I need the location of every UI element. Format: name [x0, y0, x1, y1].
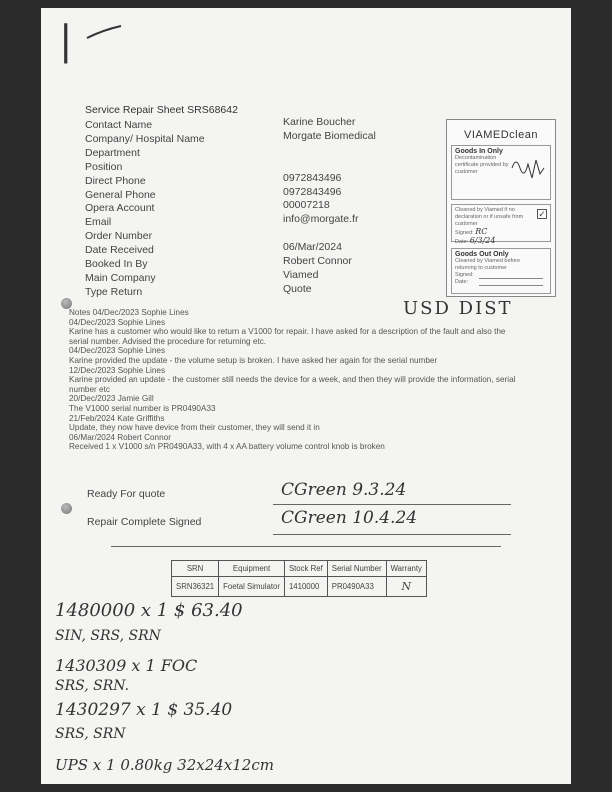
repair-table: [171, 560, 427, 597]
punch-hole: [61, 503, 72, 514]
field-value: Morgate Biomedical: [283, 129, 376, 142]
note-line: 21/Feb/2024 Kate Griffiths: [69, 413, 165, 423]
field-label: Main Company: [85, 271, 156, 284]
goods-out-title: Goods Out Only: [455, 251, 509, 258]
handwritten-usd-dist: USD DIST: [403, 298, 513, 319]
handwritten-line: SRS, SRN.: [55, 678, 130, 694]
table-row: [172, 577, 427, 597]
field-label: Order Number: [85, 230, 153, 243]
note-line: 04/Dec/2023 Sophie Lines: [69, 317, 166, 327]
repair-complete-label: Repair Complete Signed: [87, 516, 202, 528]
table-header: Stock Ref: [284, 561, 327, 577]
handwritten-scribble: [510, 154, 546, 182]
note-line: Notes 04/Dec/2023 Sophie Lines: [69, 308, 189, 317]
handwritten-line: 1480000 x 1 $ 63.40: [55, 600, 243, 621]
note-line: Karine provided the update - the volume setup is broken. I have asked her again for the serial number: [69, 355, 438, 365]
notes-log: [69, 308, 569, 452]
signed-initials: RC: [475, 227, 488, 236]
field-value: Karine Boucher: [283, 116, 356, 128]
stamp-brand: VIAMEDclean: [464, 129, 538, 141]
field-value: Viamed: [283, 268, 319, 281]
goods-out-text: Cleaned by Viamed before returning to customer: [455, 258, 521, 271]
table-cell: Foetal Simulator: [219, 577, 285, 597]
cleaned-box: [451, 204, 551, 245]
field-value: [283, 144, 376, 158]
note-line: Update, they now have device from their customer, they will send it in: [69, 423, 320, 433]
stamp-date: 6/3/24: [469, 236, 496, 245]
goods-in-text: Decontamination certificate provided by customer: [455, 155, 509, 175]
section-divider: [111, 546, 501, 547]
field-label: Date Received: [85, 244, 154, 257]
note-line: Karine has a customer who would like to return a V1000 for repair. I have asked for a description of the fault and also the: [69, 327, 506, 337]
signed-label: Signed:: [455, 230, 474, 236]
ready-signature: CGreen 9.3.24: [281, 480, 407, 500]
goods-out-signed-label: Signed:: [455, 272, 474, 278]
handwritten-line: UPS x 1 0.80kg 32x24x12cm: [55, 756, 274, 774]
cleaned-text: Cleaned by Viamed if no declaration or if unsafe from customer: [455, 207, 524, 227]
handwritten-line: 1430297 x 1 $ 35.40: [55, 700, 233, 720]
date-line: [479, 279, 543, 286]
signature-line: [273, 504, 511, 505]
field-label: Booked In By: [85, 258, 148, 271]
table-cell: N: [386, 577, 426, 597]
signature-line: [273, 534, 511, 535]
field-value: 0972843496: [283, 185, 342, 198]
field-label: Company/ Hospital Name: [85, 132, 205, 145]
field-label: Contact Name: [85, 119, 153, 131]
field-value: [283, 227, 376, 241]
note-line: 20/Dec/2023 Jamie Gill: [69, 394, 154, 404]
handwritten-line: SRS, SRN: [55, 726, 126, 742]
decontamination-stamp: [446, 119, 556, 297]
table-header-row: [172, 561, 427, 577]
goods-in-box: [451, 145, 551, 200]
field-labels: [85, 119, 205, 300]
goods-out-box: [451, 248, 551, 294]
table-header: Serial Number: [327, 561, 386, 577]
field-value: info@morgate.fr: [283, 213, 359, 226]
field-label: General Phone: [85, 188, 156, 201]
table-header: SRN: [172, 561, 219, 577]
note-line: Received 1 x V1000 s/n PR0490A33, with 4 x AA battery volume control knob is broken: [69, 442, 385, 452]
handwritten-dash: [85, 22, 125, 42]
handwritten-line: SIN, SRS, SRN: [55, 628, 161, 644]
complete-signature: CGreen 10.4.24: [281, 508, 418, 528]
field-value: Quote: [283, 282, 312, 295]
note-line: number etc: [69, 384, 110, 394]
field-label: Direct Phone: [85, 174, 146, 187]
checkbox-checked-icon: ✓: [538, 209, 546, 219]
table-cell: 1410000: [284, 577, 327, 597]
document-page: [41, 8, 571, 784]
handwritten-line: 1430309 x 1 FOC: [55, 656, 198, 675]
note-line: Karine provided an update - the customer still needs the device for a week, and then they will provide the information, serial: [69, 375, 516, 385]
goods-out-date-label: Date:: [455, 279, 469, 285]
table-header: Warranty: [386, 561, 426, 577]
field-value: [283, 158, 376, 172]
field-value: Robert Connor: [283, 255, 352, 268]
note-line: The V1000 serial number is PR0490A33: [69, 403, 216, 413]
field-values: [283, 116, 376, 297]
field-label: Department: [85, 146, 140, 159]
table-header: Equipment: [219, 561, 285, 577]
note-line: serial number. Advised the procedure for returning etc.: [69, 336, 267, 346]
note-line: 06/Mar/2024 Robert Connor: [69, 432, 171, 442]
table-cell: SRN36321: [172, 577, 219, 597]
date-label: Date:: [455, 239, 469, 245]
field-label: Email: [85, 216, 112, 229]
signed-line: [479, 272, 543, 279]
ready-for-quote-label: Ready For quote: [87, 488, 166, 500]
table-cell: PR0490A33: [327, 577, 386, 597]
field-label: Type Return: [85, 285, 143, 298]
field-value: 0972843496: [283, 171, 342, 184]
note-line: 12/Dec/2023 Sophie Lines: [69, 365, 166, 375]
handwritten-tick: |: [59, 18, 73, 64]
sheet-title: Service Repair Sheet SRS68642: [85, 104, 238, 116]
note-line: 04/Dec/2023 Sophie Lines: [69, 346, 166, 356]
field-value: 00007218: [283, 199, 330, 212]
goods-in-title: Goods In Only: [455, 148, 503, 155]
field-value: 06/Mar/2024: [283, 241, 342, 254]
field-label: Opera Account: [85, 202, 155, 215]
field-label: Position: [85, 160, 123, 173]
